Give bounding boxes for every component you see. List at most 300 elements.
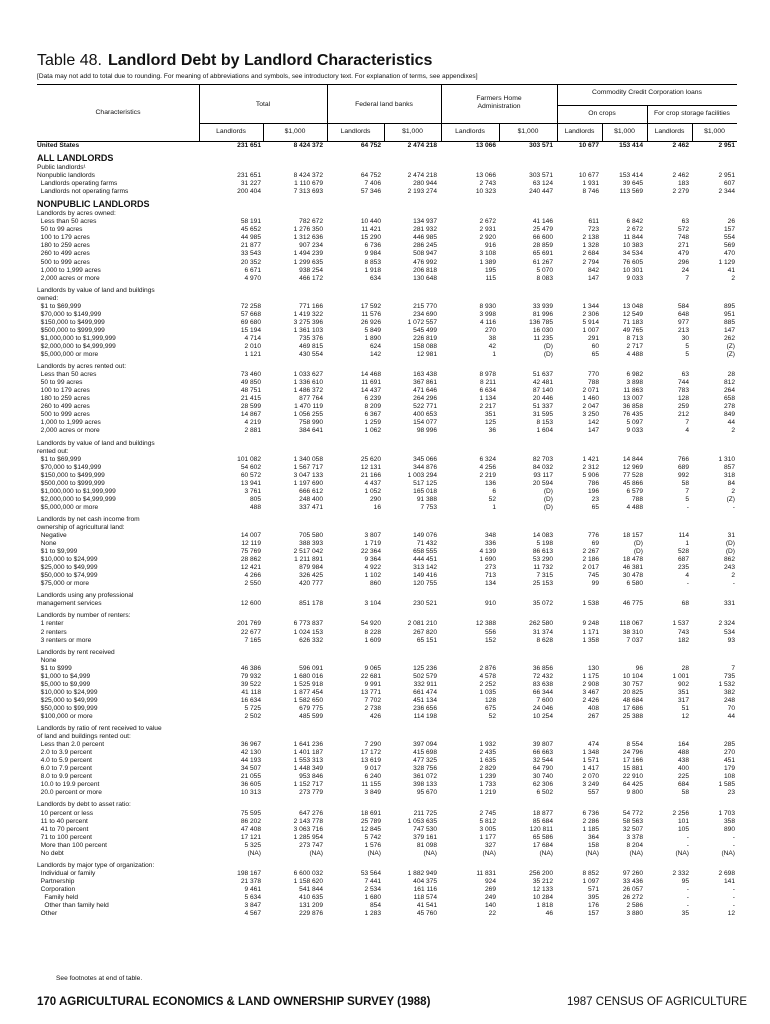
table-cell: 35 212: [532, 877, 553, 885]
table-cell: 2 286: [582, 817, 599, 825]
table-row: [37, 379, 737, 387]
table-cell: 1: [685, 540, 689, 548]
subheader-landlords: Landlords: [455, 128, 485, 135]
table-cell: 12 421: [240, 564, 261, 572]
table-cell: 20 825: [622, 688, 643, 696]
table-cell: 58 563: [622, 817, 643, 825]
row-label: $10,000 to $24,999: [37, 688, 98, 696]
table-cell: 58: [681, 789, 689, 797]
table-cell: 16 634: [240, 696, 261, 704]
table-cell: 388 393: [299, 540, 323, 548]
table-cell: 82 703: [532, 455, 553, 463]
row-label: ownership of agricultural land:: [37, 523, 125, 531]
table-cell: 634: [369, 274, 381, 282]
table-cell: (NA): [629, 849, 643, 857]
row-label: Negative: [37, 532, 67, 540]
table-cell: 2 517 042: [293, 548, 323, 556]
table-cell: 72 258: [240, 302, 261, 310]
table-cell: 14 083: [532, 532, 553, 540]
table-row: [37, 259, 737, 267]
table-cell: -: [686, 841, 689, 849]
table-cell: 270: [723, 749, 735, 757]
table-cell: 400: [677, 765, 689, 773]
table-cell: -: [732, 503, 735, 511]
table-cell: 31: [727, 532, 735, 540]
table-cell: 147: [587, 427, 599, 435]
table-cell: 10 440: [360, 218, 381, 226]
row-label: owned:: [37, 294, 59, 302]
table-cell: 21 378: [240, 877, 261, 885]
table-cell: 267 820: [413, 628, 437, 636]
table-cell: 788: [587, 379, 599, 387]
table-cell: 470: [723, 250, 735, 258]
table-cell: 290: [369, 495, 381, 503]
table-cell: 278: [723, 403, 735, 411]
table-cell: 1 312 636: [293, 234, 323, 242]
table-cell: 477 325: [413, 757, 437, 765]
table-cell: 1 690: [479, 556, 496, 564]
row-label: Landlords by acres rented out:: [37, 363, 127, 371]
table-row: [37, 894, 737, 902]
table-cell: 8 153: [536, 419, 553, 427]
table-cell: 264: [723, 387, 735, 395]
table-cell: 35 072: [532, 600, 553, 608]
table-cell: 61 267: [532, 258, 553, 266]
table-cell: -: [686, 902, 689, 910]
table-cell: 51: [681, 704, 689, 712]
row-label: 50 to 99 acres: [37, 226, 83, 234]
table-cell: 8 209: [364, 403, 381, 411]
table-cell: 30 740: [532, 773, 553, 781]
table-cell: 556: [484, 628, 496, 636]
table-cell: 130: [587, 664, 599, 672]
table-cell: 2 698: [718, 869, 735, 877]
table-cell: 33 543: [240, 250, 261, 258]
row-label: 500 to 999 acres: [37, 258, 90, 266]
table-cell: 358: [723, 817, 735, 825]
subheader-dollars: $1,000: [284, 128, 306, 135]
table-cell: 157: [723, 226, 735, 234]
table-cell: 7 037: [626, 636, 643, 644]
table-cell: 337 471: [299, 503, 323, 511]
table-cell: 52: [488, 495, 496, 503]
table-row: [37, 371, 737, 379]
table-cell: 267: [587, 713, 599, 720]
table-cell: 1 635: [479, 757, 496, 765]
table-cell: 41 541: [416, 902, 437, 910]
table-row: [37, 629, 737, 637]
table-cell: 47 408: [240, 825, 261, 833]
table-cell: 30 478: [622, 572, 643, 580]
table-cell: 916: [484, 242, 496, 250]
table-cell: 63: [681, 371, 689, 379]
table-cell: 36 856: [532, 664, 553, 672]
table-cell: 32 544: [532, 757, 553, 765]
table-cell: 666 612: [299, 487, 323, 495]
table-cell: 84: [727, 479, 735, 487]
table-row: [37, 351, 737, 359]
row-label: $500,000 to $999,999: [37, 479, 105, 487]
table-cell: 128: [677, 395, 689, 403]
table-cell: 158 088: [413, 342, 437, 350]
table-cell: 7: [731, 664, 735, 672]
table-row: [37, 226, 737, 234]
table-cell: 21 877: [240, 242, 261, 250]
table-cell: 3 005: [479, 825, 496, 833]
table-row: [37, 267, 737, 275]
table-cell: 805: [249, 495, 261, 503]
table-cell: 658 555: [413, 548, 437, 556]
table-cell: 12: [681, 713, 689, 720]
table-cell: 75 595: [240, 809, 261, 817]
table-row: [37, 504, 737, 512]
table-row: [37, 488, 737, 496]
table-cell: 81 098: [416, 841, 437, 849]
table-cell: 2 908: [582, 680, 599, 688]
table-cell: 361 072: [413, 773, 437, 781]
table-cell: 9 364: [364, 556, 381, 564]
table-cell: 488: [249, 503, 261, 511]
table-cell: 6 736: [582, 809, 599, 817]
row-label: Landlords by value of land and buildings: [37, 286, 155, 294]
table-cell: 2 672: [626, 226, 643, 234]
row-label: 20.0 percent or more: [37, 789, 102, 797]
table-cell: 9 065: [364, 664, 381, 672]
table-cell: 2 951: [718, 142, 735, 149]
table-cell: 101 082: [237, 455, 261, 463]
table-cell: 41: [727, 266, 735, 274]
table-cell: 541 844: [299, 885, 323, 893]
table-row: [37, 180, 737, 188]
table-row: [37, 234, 737, 242]
table-cell: 5 914: [582, 318, 599, 326]
table-cell: 49 850: [240, 379, 261, 387]
table-cell: 17 592: [360, 302, 381, 310]
table-cell: 95: [681, 877, 689, 885]
table-cell: 857: [723, 463, 735, 471]
table-cell: (NA): [539, 849, 553, 857]
row-label: 180 to 259 acres: [37, 242, 90, 250]
table-cell: 23: [591, 495, 599, 503]
table-cell: 46: [545, 910, 553, 918]
table-cell: 1 283: [364, 910, 381, 918]
table-cell: 58: [681, 479, 689, 487]
table-cell: 1 299 635: [293, 258, 323, 266]
table-row: [37, 657, 737, 665]
table-cell: 65 151: [416, 636, 437, 644]
table-row: [37, 765, 737, 773]
table-cell: 45 652: [240, 226, 261, 234]
table-cell: 626 332: [299, 636, 323, 644]
table-row: [37, 862, 737, 870]
table-cell: 2 332: [672, 869, 689, 877]
row-label: $50,000 to $99,999: [37, 704, 98, 712]
table-cell: 54 602: [240, 463, 261, 471]
table-cell: 99: [591, 580, 599, 588]
table-row: [37, 311, 737, 319]
table-cell: 2 829: [479, 765, 496, 773]
table-cell: 14 437: [360, 387, 381, 395]
row-label: $70,000 to $149,999: [37, 310, 102, 318]
table-cell: 8 083: [536, 274, 553, 282]
table-cell: 689: [677, 463, 689, 471]
row-label: No debt: [37, 849, 64, 857]
table-cell: 8 554: [626, 741, 643, 749]
table-cell: 25 388: [622, 713, 643, 720]
table-cell: 1 918: [364, 266, 381, 274]
table-cell: 115: [485, 274, 496, 282]
table-row: [37, 697, 737, 705]
table-cell: -: [732, 833, 735, 841]
table-cell: 211 725: [413, 809, 437, 817]
table-cell: 5 097: [626, 419, 643, 427]
table-cell: 2 881: [244, 427, 261, 435]
table-row: [37, 600, 737, 608]
table-cell: 262 580: [529, 620, 553, 628]
row-label: $150,000 to $499,999: [37, 471, 105, 479]
table-row: [37, 810, 737, 818]
table-cell: 28 599: [240, 403, 261, 411]
table-cell: 11 421: [361, 226, 381, 234]
table-cell: 13 619: [360, 757, 381, 765]
row-label: Partnership: [37, 877, 75, 885]
table-cell: 1 052: [364, 487, 381, 495]
table-cell: 1 877 454: [293, 688, 323, 696]
table-cell: 661 474: [413, 688, 437, 696]
page-footer: [37, 996, 748, 1008]
table-cell: (NA): [423, 849, 437, 857]
table-row: [37, 403, 737, 411]
table-cell: 6 240: [364, 773, 381, 781]
table-cell: (NA): [721, 849, 735, 857]
table-cell: 1 553 313: [293, 757, 323, 765]
table-cell: 395: [587, 893, 599, 901]
table-cell: 860: [369, 580, 381, 588]
row-label: Landlords by rent received: [37, 648, 115, 656]
table-cell: 57 346: [360, 188, 381, 196]
row-label: Other than family held: [37, 902, 109, 910]
table-cell: 400 653: [413, 411, 437, 419]
table-cell: 39 645: [622, 180, 643, 188]
table-cell: 1 348: [582, 749, 599, 757]
table-cell: 8 424 372: [293, 142, 323, 149]
table-cell: 1 703: [718, 809, 735, 817]
table-cell: 22 677: [240, 628, 261, 636]
table-cell: 1 344: [582, 302, 599, 310]
table-cell: 10 677: [578, 142, 599, 149]
table-cell: 141: [723, 877, 735, 885]
table-cell: 60 572: [240, 471, 261, 479]
table-row: [37, 681, 737, 689]
table-cell: 11 155: [361, 781, 381, 789]
table-cell: 5 198: [536, 540, 553, 548]
table-cell: 786: [587, 479, 599, 487]
row-label: Family held: [37, 893, 79, 901]
table-row: [37, 363, 737, 371]
table-cell: 1 328: [582, 242, 599, 250]
row-label: 500 to 999 acres: [37, 411, 90, 419]
table-cell: 28 859: [532, 242, 553, 250]
table-cell: 534: [723, 628, 735, 636]
table-cell: 517 125: [413, 479, 437, 487]
table-cell: 1 470 119: [294, 403, 323, 411]
subheader-landlords: Landlords: [216, 128, 246, 135]
row-label: More than 100 percent: [37, 841, 108, 849]
table-cell: 149 076: [413, 532, 437, 540]
table-cell: 6 367: [364, 411, 381, 419]
table-cell: 8 853: [364, 258, 381, 266]
table-cell: 10 284: [532, 893, 553, 901]
table-cell: 596 091: [299, 664, 323, 672]
table-cell: 7 315: [536, 572, 553, 580]
table-cell: 3 104: [364, 600, 381, 608]
table-cell: 26 057: [622, 885, 643, 893]
table-row: [37, 725, 737, 733]
table-cell: 2 071: [582, 387, 599, 395]
table-row: [37, 395, 737, 403]
table-cell: 1 680 016: [293, 672, 323, 680]
table-cell: 924: [484, 877, 496, 885]
table-cell: 7: [685, 487, 689, 495]
table-cell: 165 018: [413, 487, 437, 495]
table-cell: 1: [492, 503, 496, 511]
table-cell: 4: [685, 427, 689, 435]
table-cell: 285: [723, 741, 735, 749]
table-cell: -: [732, 841, 735, 849]
table-cell: 1 097: [582, 877, 599, 885]
table-cell: 9 248: [582, 620, 599, 628]
table-cell: 8 424 372: [293, 172, 323, 180]
table-cell: 747 530: [413, 825, 437, 833]
table-cell: 1 033 627: [293, 371, 323, 379]
row-label: Landlords by acres owned:: [37, 210, 116, 218]
table-cell: 379 161: [413, 833, 437, 841]
table-cell: 7: [685, 274, 689, 282]
table-cell: 4 256: [479, 463, 496, 471]
table-cell: 571: [587, 885, 599, 893]
table-cell: 225: [677, 773, 689, 781]
table-cell: 21 415: [240, 395, 261, 403]
table-cell: 2 474 218: [407, 172, 437, 180]
table-cell: 14 468: [360, 371, 381, 379]
table-cell: 69: [591, 540, 599, 548]
table-cell: 161 116: [413, 885, 437, 893]
table-cell: 4 139: [479, 548, 496, 556]
table-cell: 7 290: [364, 741, 381, 749]
table-cell: 4 437: [364, 479, 381, 487]
table-cell: 91 388: [416, 495, 437, 503]
table-cell: 236 656: [413, 704, 437, 712]
table-cell: 231 651: [237, 142, 261, 149]
table-cell: 1 932: [479, 741, 496, 749]
table-cell: 318: [723, 471, 735, 479]
table-cell: 41 118: [241, 688, 261, 696]
subheader-dollars: $1,000: [402, 128, 423, 135]
table-cell: 24: [681, 266, 689, 274]
table-row: [37, 516, 737, 524]
table-cell: 105: [677, 825, 689, 833]
table-cell: 2 070: [582, 773, 599, 781]
header-storage: For crop storage facilities: [654, 110, 730, 117]
table-cell: 229 876: [299, 910, 323, 918]
table-cell: 5 906: [582, 471, 599, 479]
header-federal-land-banks: Federal land banks: [355, 101, 413, 108]
table-cell: 10 104: [622, 672, 643, 680]
table-cell: 502 579: [413, 672, 437, 680]
table-cell: 2 474 218: [407, 142, 437, 149]
table-row: [37, 870, 737, 878]
table-cell: 11 831: [476, 869, 496, 877]
table-row: [37, 427, 737, 435]
table-cell: 36: [488, 427, 496, 435]
table-cell: 4 578: [479, 672, 496, 680]
table-cell: 992: [677, 471, 689, 479]
table-cell: 11 844: [623, 234, 643, 242]
table-row: [37, 902, 737, 910]
table-cell: 4 488: [626, 503, 643, 511]
table-cell: 6 502: [536, 789, 553, 797]
table-cell: 18 691: [360, 809, 381, 817]
table-cell: 9 033: [626, 427, 643, 435]
table-cell: 332 911: [413, 680, 437, 688]
table-cell: 45 866: [622, 479, 643, 487]
table-cell: 13 771: [360, 688, 381, 696]
table-cell: 120 755: [413, 580, 437, 588]
table-cell: 4 488: [626, 351, 643, 359]
table-cell: (Z): [726, 342, 735, 350]
table-cell: 1 110 679: [294, 180, 323, 188]
table-cell: 569: [723, 242, 735, 250]
table-cell: (NA): [585, 849, 599, 857]
subheader-dollars: $1,000: [614, 128, 635, 135]
row-label: Other: [37, 910, 58, 918]
table-cell: 57 668: [240, 310, 261, 318]
table-cell: 31 595: [532, 411, 553, 419]
table-cell: (D): [633, 548, 643, 556]
table-row: [37, 673, 737, 681]
table-cell: 1 532: [718, 680, 735, 688]
table-cell: 77 528: [622, 471, 643, 479]
table-cell: 42: [488, 342, 496, 350]
table-cell: 303 571: [529, 142, 553, 149]
table-cell: 842: [587, 266, 599, 274]
header-on-crops: On crops: [588, 110, 616, 117]
table-cell: 38: [488, 334, 496, 342]
table-cell: 1 567 717: [293, 463, 323, 471]
table-cell: 2 252: [479, 680, 496, 688]
table-cell: 21 166: [360, 471, 381, 479]
row-label: $2,000,000 to $4,999,999: [37, 342, 116, 350]
table-row: [37, 910, 737, 918]
table-cell: 286 245: [413, 242, 437, 250]
table-cell: 86 613: [532, 548, 553, 556]
table-cell: 907 234: [299, 242, 323, 250]
row-label: 2,000 acres or more: [37, 427, 100, 435]
table-cell: 9 017: [364, 765, 381, 773]
table-cell: 12 388: [475, 620, 496, 628]
table-cell: 9 461: [244, 885, 261, 893]
table-cell: 30: [681, 334, 689, 342]
table-cell: 1 259: [364, 419, 381, 427]
table-cell: 231 651: [237, 172, 261, 180]
table-cell: 8 628: [536, 636, 553, 644]
table-cell: 1 336 610: [293, 379, 323, 387]
table-cell: 136: [484, 479, 496, 487]
table-row: [37, 142, 737, 150]
row-label: of land and buildings rented out:: [37, 733, 131, 741]
table-cell: 12: [727, 910, 735, 918]
table-cell: 331: [723, 600, 735, 608]
